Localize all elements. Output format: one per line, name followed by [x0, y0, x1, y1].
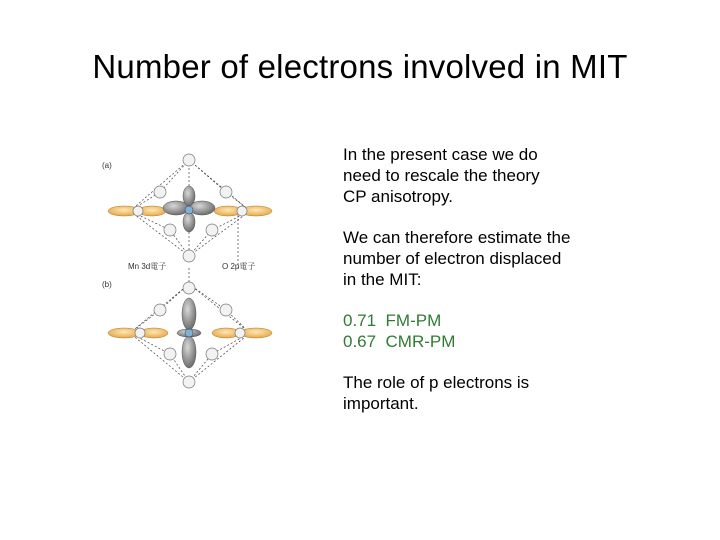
paragraph-rescale: [343, 144, 663, 207]
paragraph-role: [343, 372, 663, 414]
panel-a-label: (a): [102, 161, 112, 170]
panel-b-mn-3d-orbital: [177, 298, 201, 368]
o-2p-label: O 2p電子: [222, 262, 256, 271]
value-cmr-pm: 0.67 CMR-PM: [343, 332, 456, 351]
mn-3d-label: Mn 3d電子: [128, 262, 167, 271]
body-text: [343, 144, 663, 434]
values-list: [343, 310, 663, 352]
text-line: In the present case we do: [343, 145, 538, 164]
orbital-diagram: [100, 148, 290, 396]
value-fm-pm: 0.71 FM-PM: [343, 311, 442, 330]
text-line: number of electron displaced: [343, 249, 562, 268]
text-line: important.: [343, 394, 419, 413]
text-line: We can therefore estimate the: [343, 228, 571, 247]
text-line: CP anisotropy.: [343, 187, 453, 206]
text-line: The role of p electrons is: [343, 373, 530, 392]
slide-title: Number of electrons involved in MIT: [92, 48, 628, 85]
text-line: need to rescale the theory: [343, 166, 540, 185]
text-line: in the MIT:: [343, 270, 422, 289]
panel-b-label: (b): [102, 280, 112, 289]
paragraph-estimate: [343, 227, 663, 290]
